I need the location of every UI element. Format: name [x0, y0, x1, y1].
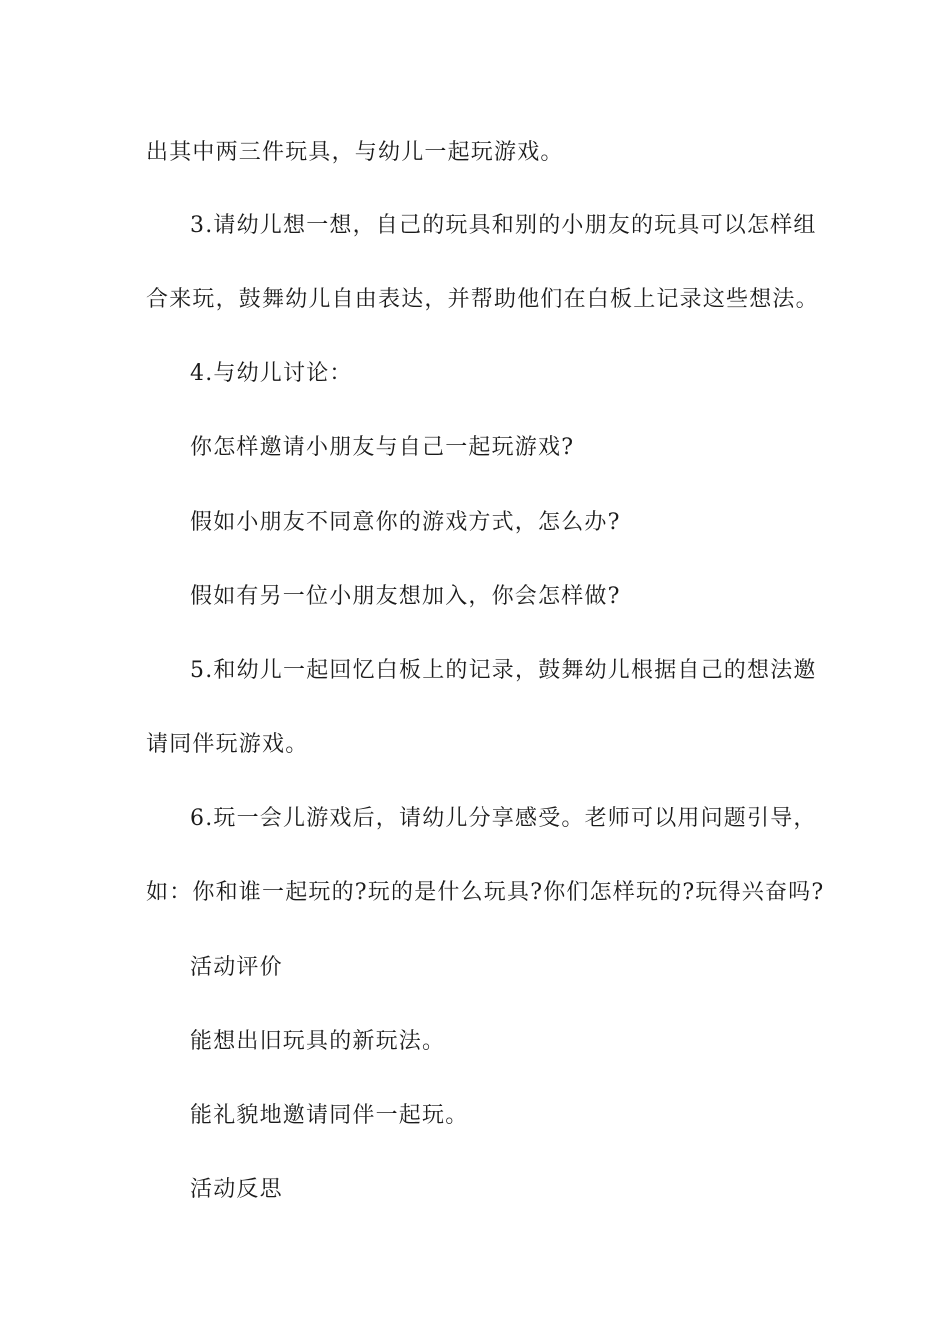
paragraph-step-6: 6.玩一会儿游戏后，请幼儿分享感受。老师可以用问题引导， [190, 806, 817, 831]
section-heading-evaluation: 活动评价 [190, 955, 283, 980]
paragraph-step-6-cont: 如：你和谁一起玩的?玩的是什么玩具?你们怎样玩的?玩得兴奋吗? [146, 880, 825, 905]
paragraph-step-3: 3.请幼儿想一想，自己的玩具和别的小朋友的玩具可以怎样组 [190, 213, 817, 238]
evaluation-item-2: 能礼貌地邀请同伴一起玩。 [190, 1103, 469, 1128]
section-heading-reflection: 活动反思 [190, 1177, 283, 1202]
paragraph-step-4: 4.与幼儿讨论： [190, 361, 353, 386]
paragraph-step-3-cont: 合来玩，鼓舞幼儿自由表达，并帮助他们在白板上记录这些想法。 [146, 287, 819, 312]
paragraph-step-5-cont: 请同伴玩游戏。 [146, 732, 309, 757]
question-line-3: 假如有另一位小朋友想加入，你会怎样做? [190, 584, 621, 609]
question-line-1: 你怎样邀请小朋友与自己一起玩游戏? [190, 435, 575, 460]
question-line-2: 假如小朋友不同意你的游戏方式，怎么办? [190, 510, 621, 535]
paragraph-step-5: 5.和幼儿一起回忆白板上的记录，鼓舞幼儿根据自己的想法邀 [190, 658, 817, 683]
paragraph-line-1: 出其中两三件玩具，与幼儿一起玩游戏。 [146, 140, 564, 165]
evaluation-item-1: 能想出旧玩具的新玩法。 [190, 1029, 446, 1054]
